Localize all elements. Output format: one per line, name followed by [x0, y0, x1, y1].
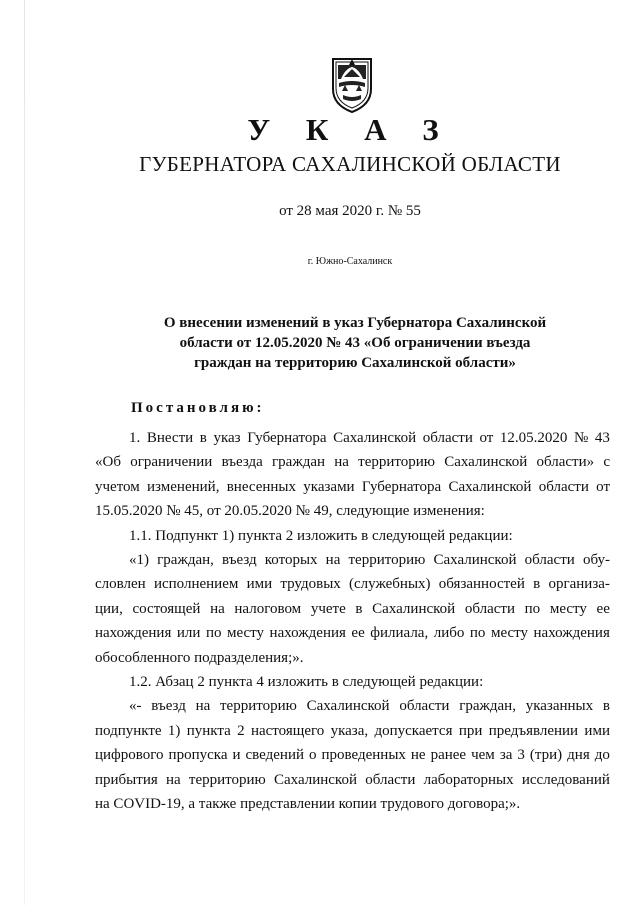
- body-line: подпункте 1) пункта 2 настоящего указа, допускается при предъявлении ими: [95, 722, 610, 739]
- date-number: от 28 мая 2020 г. № 55: [279, 203, 421, 219]
- body-line: словлен исполнением ими трудовых (служебных) обязанностей в организа-: [95, 576, 610, 593]
- heading-line: граждан на территорию Сахалинской области»: [194, 355, 516, 371]
- body-line: учетом изменений, внесенных указами Губернатора Сахалинской области от: [95, 478, 610, 495]
- body-line: на COVID-19, а также представлении копии трудового договора;».: [95, 796, 521, 813]
- issuer-subtitle: ГУБЕРНАТОРА САХАЛИНСКОЙ ОБЛАСТИ: [139, 152, 561, 176]
- body-line: 15.05.2020 № 45, от 20.05.2020 № 49, следующие изменения:: [95, 503, 485, 520]
- body-line: 1.1. Подпункт 1) пункта 2 изложить в следующей редакции:: [129, 527, 513, 544]
- body-line: «1) граждан, въезд которых на территорию Сахалинской области обу-: [129, 552, 610, 569]
- body-line: 1. Внести в указ Губернатора Сахалинской области от 12.05.2020 № 43: [129, 430, 610, 446]
- body-line: ции, состоящей на налоговом учете в Сахалинской области по месту ее: [95, 600, 610, 617]
- heading-line: О внесении изменений в указ Губернатора Сахалинской: [163, 315, 547, 331]
- body-line: «- въезд на территорию Сахалинской области граждан, указанных в: [129, 698, 610, 715]
- body-line: нахождения или по месту нахождения ее филиала, либо по месту нахождения: [95, 625, 610, 642]
- document-heading: [135, 313, 575, 373]
- coat-of-arms-icon: [329, 55, 375, 115]
- body-line: цифрового пропуска и сведений о проведенных не ранее чем за 3 (три) дня до: [95, 747, 610, 764]
- document-type-title: У К А З: [247, 112, 453, 147]
- document-body: [95, 426, 610, 817]
- heading-line: области от 12.05.2020 № 43 «Об ограничении въезда: [179, 335, 531, 351]
- city-label: г. Южно-Сахалинск: [307, 256, 393, 267]
- body-line: «Об ограничении въезда граждан на территорию Сахалинской области» с: [95, 454, 610, 471]
- body-line: прибытия на территорию Сахалинской области лабораторных исследований: [95, 771, 610, 788]
- decree-word: Постановляю:: [131, 400, 265, 416]
- body-line: обособленного подразделения;».: [95, 649, 304, 666]
- body-line: 1.2. Абзац 2 пункта 4 изложить в следующей редакции:: [129, 674, 484, 691]
